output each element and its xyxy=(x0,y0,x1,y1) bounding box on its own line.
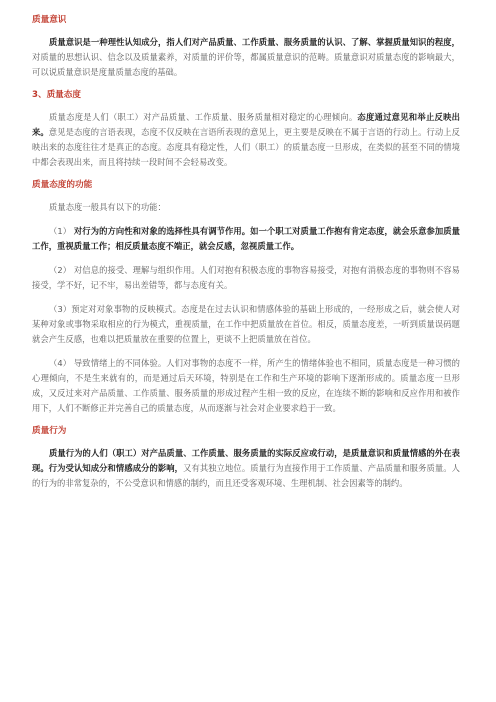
section-heading-quality-attitude: 3、质量态度 xyxy=(32,90,81,100)
section-heading-quality-behavior: 质量行为 xyxy=(32,426,67,436)
paragraph-quality-attitude xyxy=(32,110,460,170)
section-heading-attitude-functions: 质量态度的功能 xyxy=(32,180,93,190)
body-text: （4） 导致情绪上的不同体验。人们对事物的态度不一样，所产生的情绪体验也不相同，质量态度是一种习惯的心理倾向，不是生来就有的，而是通过后天环境，特别是在工作和生产环境的影响下逐渐形成的。质量态度一旦形成，又反过来对产品质量、工作质量、服务质量的形成过程产生相一致的反应，在连续不断的影响和反应作用和被作用下，人们不断修正并完善自己的质量态度，从而逐渐与社会对企业要求趋于一致。 xyxy=(32,358,460,413)
body-text: 质量态度是人们（职工）对产品质量、工作质量、服务质量相对稳定的心理倾向。 xyxy=(49,112,358,122)
body-text: 质量态度一般具有以下的功能： xyxy=(49,202,166,212)
paragraph-quality-behavior xyxy=(32,446,460,491)
paragraph-function-2 xyxy=(32,263,460,293)
body-text: 意见是态度的言语表现，态度不仅反映在言语所表现的意见上，更主要是反映在不属于言语的行动上。行动上反映出来的态度往往才是真正的态度。态度具有稳定性，人们（职工）的质量态度一旦形成，在类似的甚至不同的情境中都会表现出来，而且将持续一段时间不会轻易改变。 xyxy=(32,127,460,167)
paragraph-functions-intro xyxy=(32,200,460,215)
body-text: 又有其独立地位。质量行为直接作用于工作质量、产品质量和服务质量。人的行为的非常复杂的，不公受意识和情感的制约，而且还受客观环境、生理机制、社会因素等的制约。 xyxy=(32,463,460,488)
bold-text: 质量行为的人们（职工）对产品质量、工作质量、服务质量的实际反应或行动，是质量意识和质量情感的外在表现。行为受认知成分和情感成分的影响， xyxy=(32,448,460,473)
paragraph-function-4 xyxy=(32,356,460,416)
bold-text: 对行为的方向性和对象的选择性具有调节作用。如一个职工对质量工作抱有肯定态度，就会乐意参加质量工作，重视质量工作；相反质量态度不端正，就会反感，忽视质量工作。 xyxy=(32,226,460,251)
section-heading-quality-awareness: 质量意识 xyxy=(32,15,67,25)
paragraph-quality-awareness xyxy=(32,35,460,80)
paragraph-function-1 xyxy=(32,224,460,254)
body-text: 对质量的思想认识、信念以及质量素养，对质量的评价等，都属质量意识的范畴。质量意识对质量态度的影响最大，可以说质量意识是度量质量态度的基础。 xyxy=(32,52,460,77)
body-text: （3）预定对对象事物的反映模式。态度是在过去认识和情感体验的基础上形成的，一经形成之后，就会使人对某种对象或事物采取相应的行为模式，重视质量，在工作中把质量放在首位。相反，质量态度差，一听到质量误码题就会产生反感，也难以把质量放在重要的位置上，更谈不上把质量放在首位。 xyxy=(32,304,460,344)
bold-text: 质量意识是一种理性认知成分，指人们对产品质量、工作质量、服务质量的认识、了解、掌握质量知识的程度， xyxy=(49,37,460,47)
paragraph-function-3 xyxy=(32,302,460,347)
list-number: （1） xyxy=(49,226,74,236)
body-text: （2） 对信息的接受、理解与组织作用。人们对抱有积极态度的事物容易接受，对抱有消极态度的事物则不容易接受，学不好，记不牢，易出差错等，都与态度有关。 xyxy=(32,265,460,290)
bold-text: 态度通过意见和举止反映出来。 xyxy=(32,112,460,137)
